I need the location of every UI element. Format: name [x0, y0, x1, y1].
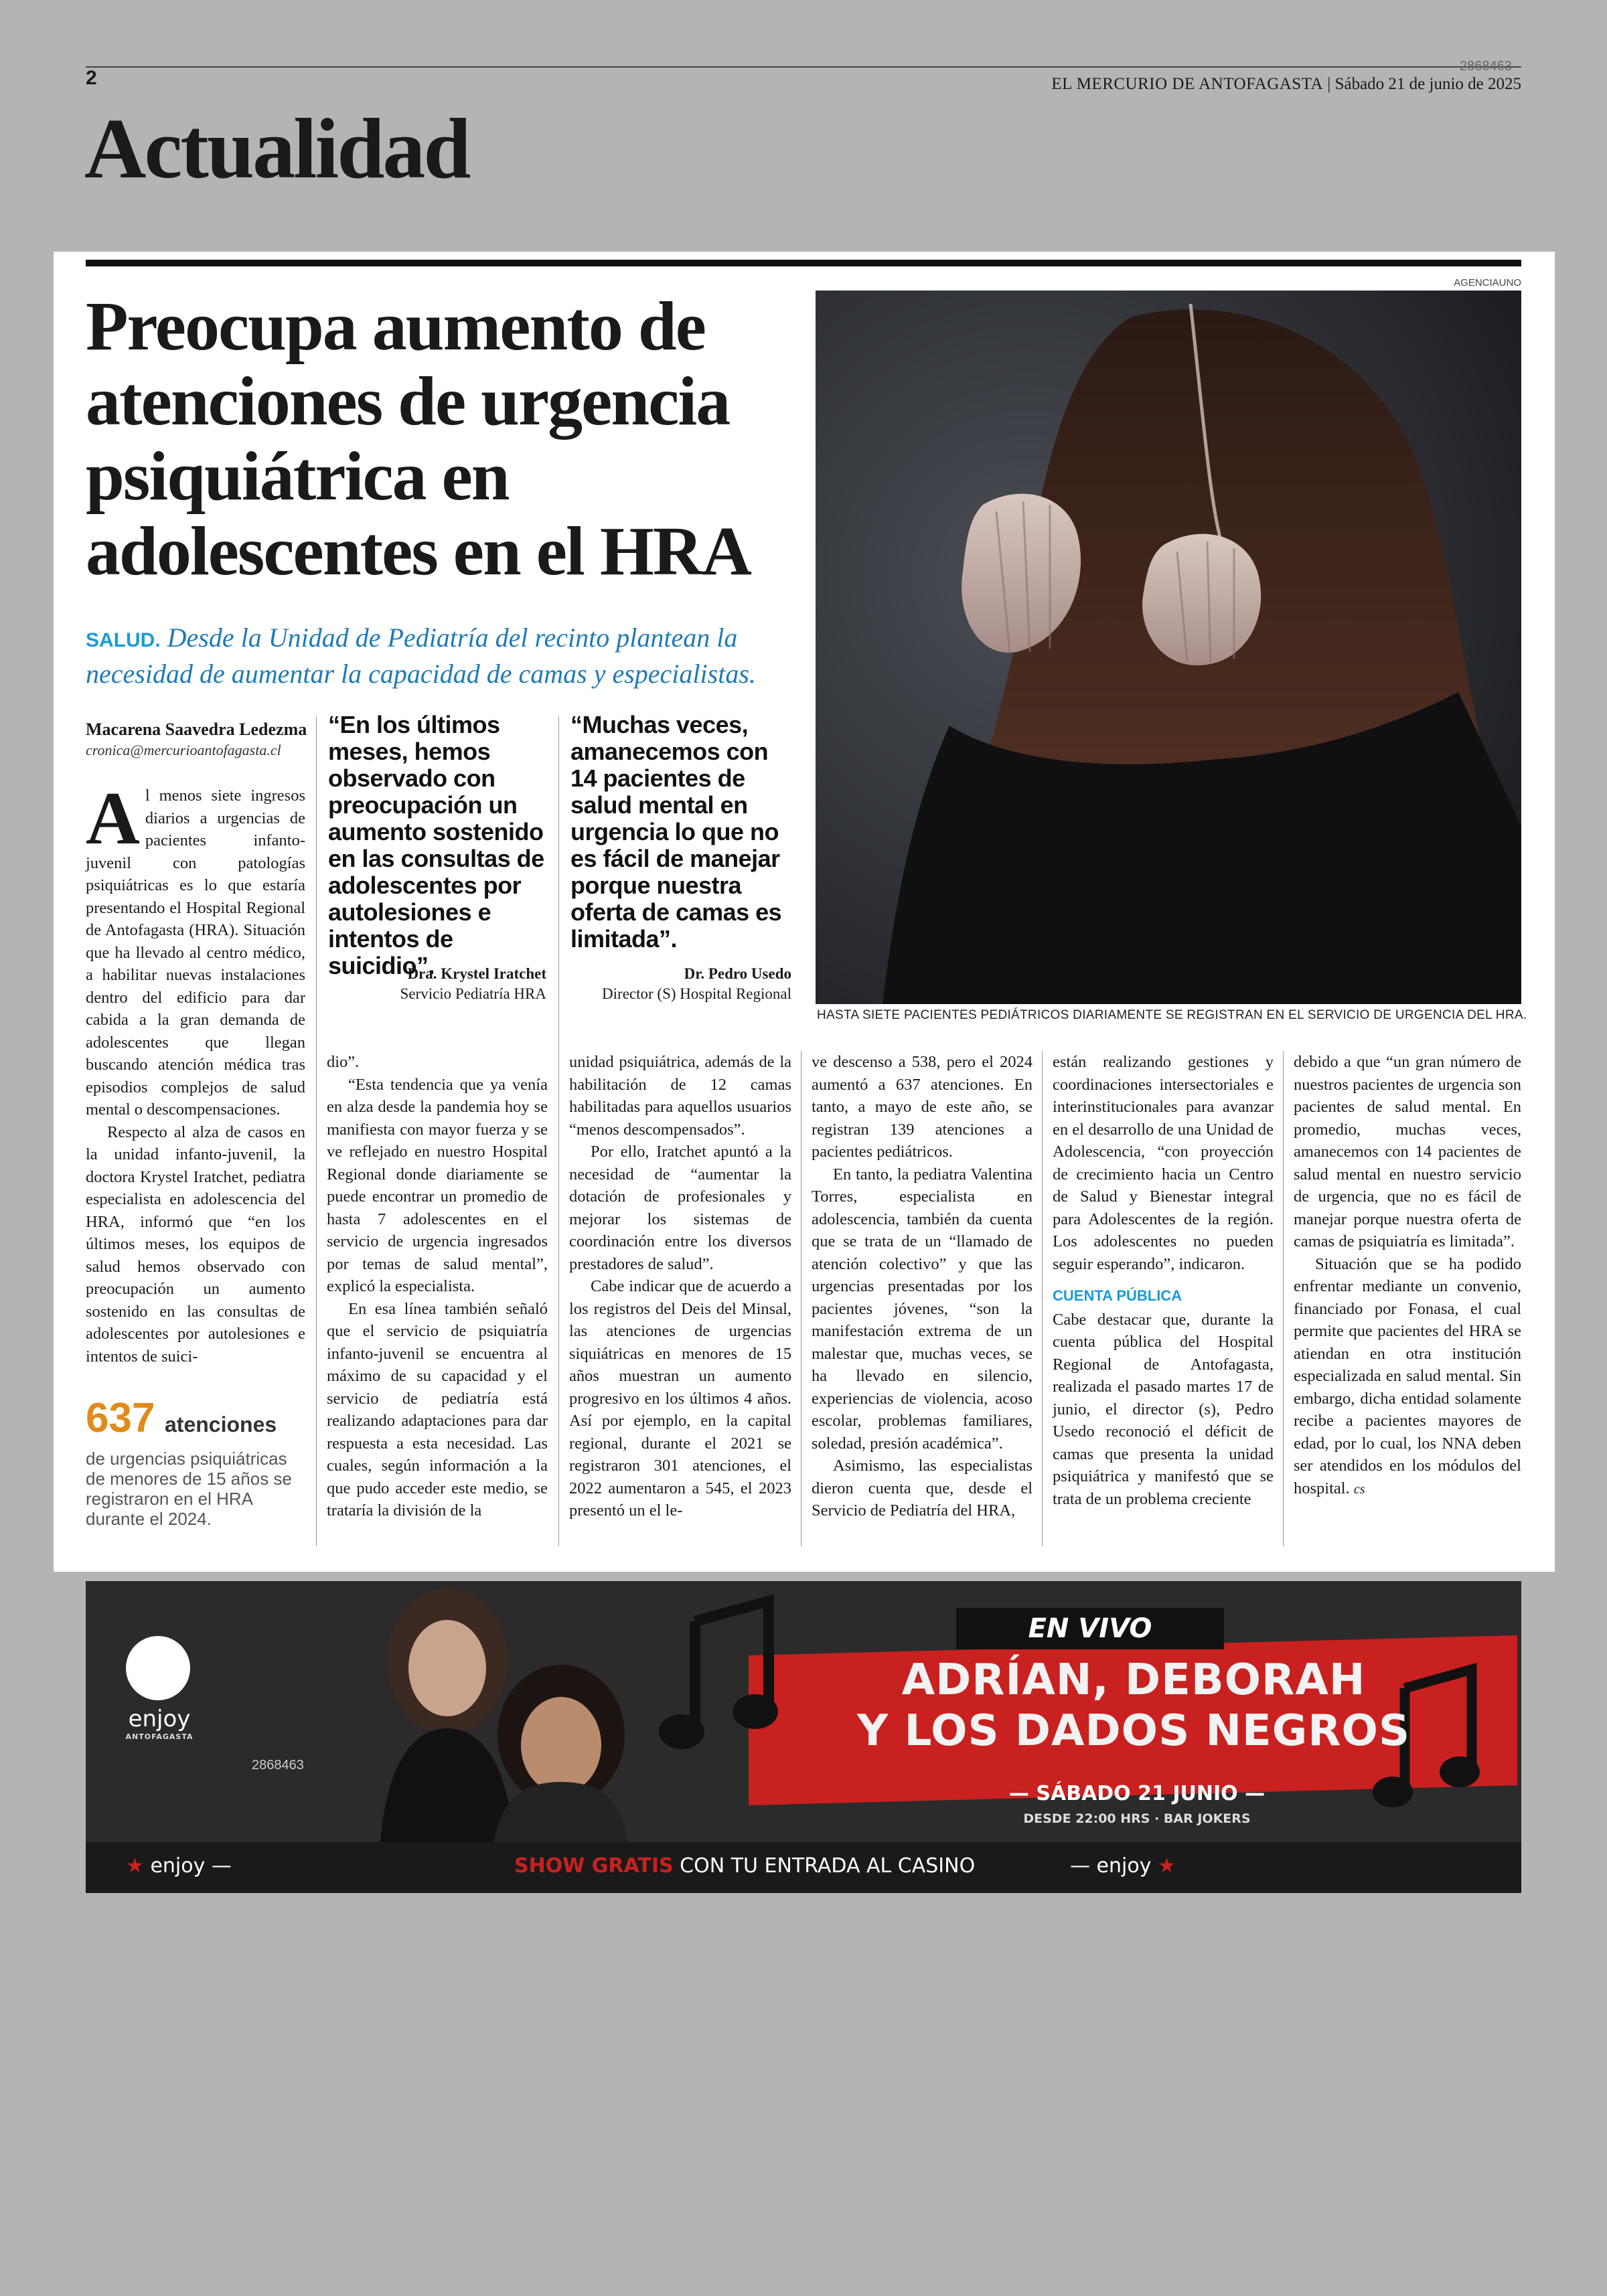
enjoy-logo-sub: ANTOFAGASTA: [125, 1732, 194, 1741]
photo-illustration: [816, 291, 1521, 1004]
pull-quote-2: “Muchas veces, amanecemos con 14 pacientes de salud mental en urgencia lo que no es fácil de manejar porque nuestra oferta de camas es limitada”.: [570, 711, 782, 953]
col5-paragraph-1: están realizando gestiones y coordinaciones intersectoriales e interinstitucionales para avanzar en el desarrollo de una Unidad de Adolescencia, “con proyección de crecimiento hacia un Centro de Salud y Bienestar integral para Adolescentes de la región. Los adolescentes no pueden seguir esperando”, indicaron.: [1053, 1053, 1274, 1273]
page-id: 2868463: [1460, 59, 1512, 74]
body-column-1: [86, 777, 305, 1368]
masthead-date: Sábado 21 de junio de 2025: [1334, 75, 1521, 93]
col4-paragraph-3: Asimismo, las especialistas dieron cuenta que, desde el Servicio de Pediatría del HRA,: [812, 1457, 1032, 1520]
quote-1-role: Servicio Pediatría HRA: [400, 985, 546, 1002]
strip-logo-right-text: enjoy: [1096, 1854, 1152, 1878]
col4-paragraph-1: ve descenso a 538, pero el 2024 aumentó a 637 atenciones. En tanto, a mayo de este año, se registran 139 atenciones a pacientes pediátricos.: [812, 1053, 1032, 1161]
col6-paragraph-2-text: Situación que se ha podido enfrentar mediante un convenio, financiado por Fonasa, el cual permite que pacientes del HRA se atiendan en otra institución especializada en salud mental. Sin embargo, dicha entidad solamente recibe a pacientes mayores de edad, por lo cual, los NNA deben ser atendidos en los módulos del hospital.: [1294, 1254, 1521, 1497]
column-divider: [1283, 1051, 1284, 1546]
column-divider: [558, 716, 559, 1546]
strip-bold: SHOW GRATIS: [514, 1854, 674, 1878]
col3-paragraph-3: Cabe indicar que de acuerdo a los registros del Deis del Minsal, las atenciones de urgencias siquiátricas en menores de 15 años muestran un aumento progresivo en los últimos 4 años. Así por ejemplo, en la capital regional, durante el 2021 se registraron 301 atenciones, el 2022 aumentaron a 545, el 2023 presentó un el le-: [569, 1277, 791, 1520]
top-rule: [86, 66, 1521, 68]
drop-cap: A: [86, 777, 140, 860]
article-kicker: SALUD.: [86, 629, 161, 651]
col3-paragraph-1: unidad psiquiátrica, además de la habilitación de 12 camas habilitadas para aquellos usuarios “menos descompensados”.: [569, 1053, 791, 1139]
col5-paragraph-2: Cabe destacar que, durante la cuenta pública del Hospital Regional de Antofagasta, realizada el pasado martes 17 de junio, el director (s), Pedro Usedo reconoció el déficit de camas que presenta la unidad psiquiátrica y manifestó que se trata de un problema creciente: [1053, 1310, 1274, 1508]
body-column-3: [569, 1051, 791, 1522]
strip-logo-left: ★ enjoy —: [126, 1854, 232, 1878]
masthead: EL MERCURIO DE ANTOFAGASTA | Sábado 21 de junio de 2025: [1051, 75, 1521, 93]
body-column-4: [812, 1051, 1032, 1522]
col2-paragraph-1: dio”.: [327, 1053, 360, 1071]
body-column-2: [327, 1051, 548, 1522]
col6-paragraph-1: debido a que “un gran número de nuestros pacientes de urgencia son pacientes de salud mental. En promedio, muchas veces, amanecemos con 14 pacientes de salud mental en nuestro servicio de urgencia, que no es fácil de manejar porque nuestra oferta de camas de psiquiatría es limitada”.: [1294, 1053, 1521, 1250]
enjoy-logo-text: enjoy: [128, 1706, 191, 1732]
advertisement-banner[interactable]: [86, 1581, 1521, 1893]
ad-tag-en-vivo: EN VIVO: [956, 1608, 1224, 1649]
author-name: Macarena Saavedra Ledezma: [86, 720, 307, 739]
body-column-5: [1053, 1051, 1274, 1510]
music-note-icon: [655, 1594, 789, 1762]
pull-quote-2-attribution: [570, 964, 791, 1004]
ad-show-title: [775, 1655, 1492, 1756]
masthead-title: EL MERCURIO DE ANTOFAGASTA: [1051, 75, 1324, 93]
strip-logo-left-text: enjoy: [150, 1854, 206, 1878]
quote-2-role: Director (S) Hospital Regional: [602, 985, 791, 1002]
strip-logo-right: — enjoy ★: [1070, 1854, 1176, 1878]
photo-caption: HASTA SIETE PACIENTES PEDIÁTRICOS DIARIAMENTE SE REGISTRAN EN EL SERVICIO DE URGENCIA DEL HRA.: [817, 1008, 1527, 1022]
col3-paragraph-2: Por ello, Iratchet apuntó a la necesidad de “aumentar la dotación de profesionales y mejorar los sistemas de coordinación entre los diversos prestadores de salud”.: [569, 1143, 791, 1273]
ad-date-text: SÁBADO 21 JUNIO: [1036, 1782, 1238, 1805]
photo-credit: AGENCIAUNO: [1454, 277, 1521, 289]
subheading-cuenta-publica: CUENTA PÚBLICA: [1053, 1287, 1182, 1304]
ad-time: DESDE 22:00 HRS · BAR JOKERS: [1023, 1811, 1251, 1826]
page-number: 2: [86, 67, 97, 89]
star-icon: ★: [1158, 1854, 1176, 1878]
article-top-rule: [86, 260, 1521, 266]
body-column-6: [1294, 1051, 1521, 1501]
col6-paragraph-2: [1294, 1253, 1521, 1501]
column-divider: [316, 716, 317, 1546]
stat-label: atenciones: [165, 1412, 277, 1437]
col1-paragraph-1: l menos siete ingresos diarios a urgencias de pacientes infanto-juvenil con patologías psiquiátricas es lo que estaría presentando el Hospital Regional de Antofagasta (HRA). Situación que ha llevado al centro médico, a habilitar nuevas instalaciones dentro del edificio para dar cabida a la gran demanda de adolescentes que llegan buscando atención médica tras episodios complejos de salud mental o descompensaciones.: [86, 787, 305, 1119]
ad-title-line-1: ADRÍAN, DEBORAH: [901, 1655, 1366, 1705]
ad-date: — SÁBADO 21 JUNIO —: [1008, 1782, 1266, 1805]
enjoy-logo-icon: [126, 1636, 190, 1700]
ad-id: 2868463: [252, 1758, 304, 1773]
quote-1-name: Dra. Krystel Iratchet: [407, 965, 546, 982]
strip-rest: CON TU ENTRADA AL CASINO: [680, 1854, 976, 1878]
stat-description: de urgencias psiquiátricas de menores de 15 años se registraron en el HRA durante el 2024.: [86, 1449, 292, 1529]
pull-quote-1: “En los últimos meses, hemos observado con preocupación un aumento sostenido en las consultas de adolescentes por autolesiones e intentos de suicidio”.: [328, 711, 544, 979]
pull-quote-1-attribution: [328, 964, 546, 1004]
ad-bottom-strip: [86, 1842, 1521, 1893]
col2-paragraph-3: En esa línea también señaló que el servicio de psiquiatría infanto-juvenil se encuentra al máximo de su capacidad y el servicio de pediatría está realizando adaptaciones para dar respuesta a esta necesidad. Las cuales, según información a la que pudo acceder este medio, se trataría la división de la: [327, 1299, 548, 1520]
col2-paragraph-2: “Esta tendencia que ya venía en alza desde la pandemia hoy se manifiesta con mayor fuerza y se ve reflejado en nuestro Hospital Regional donde diariamente se puede encontrar un promedio de hasta 7 adolescentes en el servicio de urgencia ingresados por temas de salud mental”, explicó la especialista.: [327, 1075, 548, 1295]
end-mark: cs: [1353, 1481, 1365, 1497]
strip-tagline: [514, 1854, 975, 1878]
article-deck-text: Desde la Unidad de Pediatría del recinto plantean la necesidad de aumentar la capacidad de camas y especialistas.: [86, 623, 756, 689]
col4-paragraph-2: En tanto, la pediatra Valentina Torres, especialista en adolescencia, también da cuenta que se trata de un “llamado de atención colectivo” y que las urgencias presentadas por los pacientes jóvenes, “son la manifestación extrema de un malestar que, muchas veces, se ha llevado en silencio, experiencias de violencia, acoso escolar, problemas familiares, soledad, presión académica”.: [812, 1165, 1032, 1453]
ad-title-line-2: Y LOS DADOS NEGROS: [856, 1706, 1411, 1756]
col1-paragraph-2: Respecto al alza de casos en la unidad infanto-juvenil, la doctora Krystel Iratchet, pediatra especialista en adolescencia del HRA, informó que “en los últimos meses, los equipos de salud hemos observado con preocupación un aumento sostenido en las consultas de adolescentes por autolesiones e intentos de suici-: [86, 1123, 305, 1366]
author-email[interactable]: cronica@mercurioantofagasta.cl: [86, 742, 281, 758]
article-deck: [86, 621, 816, 691]
section-title: Actualidad: [84, 101, 469, 196]
article-photo: [816, 291, 1521, 1004]
star-icon: ★: [126, 1854, 144, 1878]
quote-2-name: Dr. Pedro Usedo: [684, 965, 791, 982]
column-divider: [1042, 1051, 1043, 1546]
stat-number: 637: [86, 1395, 155, 1441]
article-headline: Preocupa aumento de atenciones de urgencia psiquiátrica en adolescentes en el HRA: [86, 288, 751, 590]
